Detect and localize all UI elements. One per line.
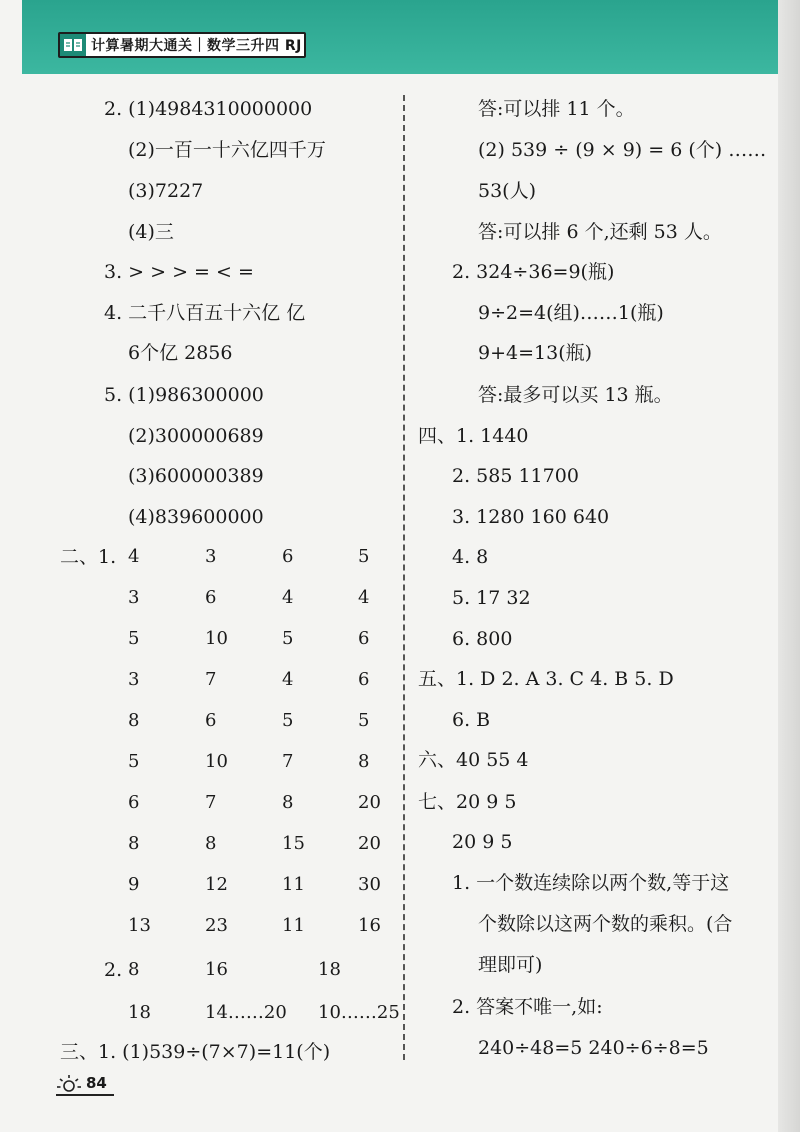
- grid-cell: 30: [358, 874, 381, 895]
- grid-cell: 12: [205, 874, 228, 895]
- answer-line: (2) 539 ÷ (9 × 9) = 6 (个) ……: [478, 139, 767, 161]
- grid-cell: 8: [128, 959, 140, 980]
- answer-line: (2)一百一十六亿四千万: [128, 139, 326, 161]
- section-label: 二、1.: [60, 546, 117, 568]
- grid-cell: 18: [128, 1002, 151, 1023]
- answer-line: 答:可以排 6 个,还剩 53 人。: [478, 221, 722, 243]
- grid-cell: 9: [128, 874, 140, 895]
- answer-line: 53(人): [478, 180, 537, 202]
- answer-line: 4. 二千八百五十六亿 亿: [104, 302, 306, 324]
- grid-cell: 7: [205, 792, 217, 813]
- page-number: 84: [86, 1074, 107, 1092]
- answer-line: 20 9 5: [452, 831, 513, 853]
- grid-cell: 5: [358, 546, 370, 567]
- answer-line: (3)600000389: [128, 465, 264, 487]
- grid-cell: 23: [205, 915, 228, 936]
- grid-cell: 10……25: [318, 1002, 400, 1023]
- grid-cell: 8: [205, 833, 217, 854]
- grid-cell: 5: [282, 710, 294, 731]
- answer-line: (2)300000689: [128, 425, 264, 447]
- grid-cell: 8: [358, 751, 370, 772]
- answer-line: 个数除以这两个数的乘积。(合: [478, 913, 733, 935]
- grid-cell: 4: [128, 546, 140, 567]
- grid-cell: 6: [358, 628, 370, 649]
- answer-line: 2. 答案不唯一,如:: [452, 996, 603, 1018]
- grid-cell: 7: [282, 751, 294, 772]
- answer-line: 1. 一个数连续除以两个数,等于这: [452, 872, 730, 894]
- grid-cell: 4: [358, 587, 370, 608]
- grid-cell: 4: [282, 669, 294, 690]
- grid-cell: 15: [282, 833, 305, 854]
- grid-cell: 7: [205, 669, 217, 690]
- grid-cell: 11: [282, 874, 305, 895]
- answer-line: 七、20 9 5: [418, 791, 517, 813]
- grid-cell: 20: [358, 792, 381, 813]
- answer-line: 答:可以排 11 个。: [478, 98, 635, 120]
- sun-icon: [56, 1073, 82, 1095]
- column-divider: [403, 95, 405, 1060]
- grid-cell: 5: [128, 751, 140, 772]
- answer-line: 答:最多可以买 13 瓶。: [478, 384, 673, 406]
- grid-cell: 5: [128, 628, 140, 649]
- answer-line: (3)7227: [128, 180, 204, 202]
- grid-cell: 10: [205, 628, 228, 649]
- grid-cell: 3: [205, 546, 217, 567]
- grid-cell: 10: [205, 751, 228, 772]
- grid-cell: 3: [128, 669, 140, 690]
- page-edge: [778, 0, 800, 1132]
- grid-cell: 8: [128, 833, 140, 854]
- header-label: [58, 32, 306, 58]
- answer-line: 3. > > > = < =: [104, 261, 254, 283]
- grid-cell: 20: [358, 833, 381, 854]
- grid-cell: 6: [128, 792, 140, 813]
- grid-cell: 18: [318, 959, 341, 980]
- answer-line: 2. (1)4984310000000: [104, 98, 313, 120]
- grid-cell: 6: [205, 587, 217, 608]
- answer-line: 240÷48=5 240÷6÷8=5: [478, 1037, 709, 1059]
- grid-cell: 3: [128, 587, 140, 608]
- grid-cell: 6: [358, 669, 370, 690]
- answer-line: 理即可): [478, 954, 543, 976]
- grid-cell: 6: [205, 710, 217, 731]
- answer-line: 2. 324÷36=9(瓶): [452, 261, 615, 283]
- grid-cell: 4: [282, 587, 294, 608]
- grid-cell: 14……20: [205, 1002, 287, 1023]
- answer-line: 5. 17 32: [452, 587, 531, 609]
- grid-cell: 5: [282, 628, 294, 649]
- answer-line: 6. B: [452, 709, 491, 731]
- answer-line: 五、1. D 2. A 3. C 4. B 5. D: [418, 668, 674, 690]
- answer-line: 三、1. (1)539÷(7×7)=11(个): [60, 1041, 331, 1063]
- answer-line: (4)三: [128, 221, 174, 243]
- grid-cell: 6: [282, 546, 294, 567]
- grid-cell: 8: [282, 792, 294, 813]
- grid-cell: 11: [282, 915, 305, 936]
- answer-line: 六、40 55 4: [418, 749, 529, 771]
- footer-rule: [56, 1094, 114, 1096]
- answer-line: 9+4=13(瓶): [478, 342, 593, 364]
- grid-cell: 8: [128, 710, 140, 731]
- answer-line: 3. 1280 160 640: [452, 506, 610, 528]
- answer-line: 5. (1)986300000: [104, 384, 264, 406]
- grid-cell: 13: [128, 915, 151, 936]
- answer-line: 6. 800: [452, 628, 513, 650]
- answer-line: 9÷2=4(组)……1(瓶): [478, 302, 664, 324]
- section-label: 2.: [104, 959, 123, 981]
- answer-line: 2. 585 11700: [452, 465, 579, 487]
- book-icon: [60, 34, 86, 56]
- grid-cell: 5: [358, 710, 370, 731]
- answer-line: 四、1. 1440: [418, 425, 529, 447]
- grid-cell: 16: [205, 959, 228, 980]
- header-title: 计算暑期大通关｜数学三升四 RJ: [91, 38, 302, 54]
- answer-line: 6个亿 2856: [128, 342, 233, 364]
- answer-line: (4)839600000: [128, 506, 264, 528]
- answer-line: 4. 8: [452, 546, 489, 568]
- grid-cell: 16: [358, 915, 381, 936]
